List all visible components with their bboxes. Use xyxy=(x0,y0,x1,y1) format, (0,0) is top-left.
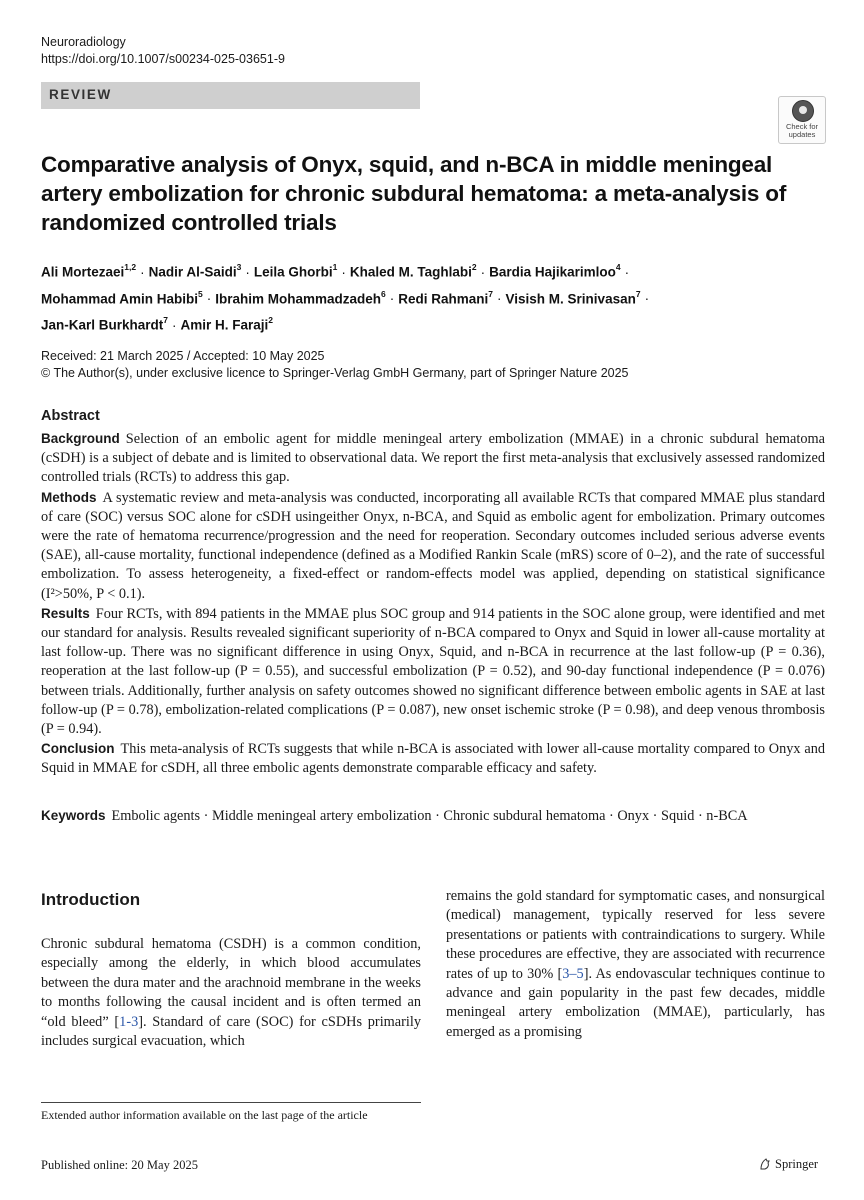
author-name[interactable]: Nadir Al-Saidi xyxy=(148,264,237,280)
citation-link[interactable]: 1-3 xyxy=(119,1013,139,1030)
published-online-date: Published online: 20 May 2025 xyxy=(41,1158,198,1172)
abstract-methods xyxy=(41,488,825,604)
abstract-text-background: Selection of an embolic agent for middle meningeal artery embolization (MMAE) in a chronic subdural hematoma (cSDH) is a subject of debate and is limited to observational data. We report the first meta-analysis that exclusively assessed randomized controlled trials (RCTs) to address this gap. xyxy=(41,431,825,486)
author-affiliation: 7 xyxy=(163,315,169,325)
author-affiliation: 5 xyxy=(198,288,203,299)
introduction-column-1 xyxy=(41,935,421,1051)
article-type-band xyxy=(41,82,420,109)
author-separator: · xyxy=(624,264,630,280)
introduction-heading: Introduction xyxy=(41,890,141,909)
updates-badge-line2: updates xyxy=(788,130,816,139)
springer-horse-icon xyxy=(758,1157,772,1171)
article-type-label: REVIEW xyxy=(49,87,112,102)
author-name[interactable]: Ali Mortezaei xyxy=(41,264,125,280)
abstract-label-methods: Methods xyxy=(41,489,97,505)
updates-badge-line1: Check for xyxy=(785,122,819,131)
keywords-label: Keywords xyxy=(41,808,106,823)
author-affiliation: 3 xyxy=(236,262,242,272)
author-affiliation: 6 xyxy=(381,288,386,299)
author-name[interactable]: Khaled M. Taghlabi xyxy=(349,264,472,280)
author-separator: · xyxy=(389,291,395,306)
author-name[interactable]: Amir H. Faraji xyxy=(180,317,269,333)
author-affiliation: 1 xyxy=(332,262,338,272)
citation-link[interactable]: 3–5 xyxy=(562,965,584,982)
abstract-text-methods: A systematic review and meta-analysis was conducted, incorporating all available RCTs that compared MMAE plus standard of care (SOC) versus SOC alone for cSDH usingeither Onyx, n-BCA, and Squid as embolic agent for embolization. Primary outcomes were the rate of hematoma recurrence/progression and the need for reoperation. Secondary outcomes included serious adverse events (SAE), all-cause mortality, functional independence (defined as a Modified Rankin Scale (mRS) score of 0–2), and the rate of successful embolization. To assess heterogeneity, a fixed-effect or random-effects model was applied, depending on statistical significance (I²>50%, P < 0.1). xyxy=(41,489,825,602)
doi-link[interactable]: https://doi.org/10.1007/s00234-025-03651-9 xyxy=(41,52,285,66)
introduction-column-2 xyxy=(446,887,825,1042)
author-affiliation: 2 xyxy=(471,262,477,272)
keywords-text: Embolic agents · Middle meningeal artery embolization · Chronic subdural hematoma · Onyx · Squid · n-BCA xyxy=(111,808,748,824)
author-affiliation: 7 xyxy=(488,288,494,299)
abstract-text-results: Four RCTs, with 894 patients in the MMAE plus SOC group and 914 patients in the SOC alone group, were identified and met our standard for analysis. Results revealed significant superiority of n-BCA compared to Onyx and Squid in lower all-cause mortality at last follow-up. There was no significant difference in using Onyx, Squid, and n-BCA in recurrence at the last follow-up (P = 0.36), reoperation at the last follow-up (P = 0.55), and successful embolization (P = 0.52), and 90-day functional independence (P = 0.076) between trials. Additionally, further analysis on safety outcomes showed no significant difference between embolic agents in SAE at last follow-up (P = 0.78), embolization-related complications (P = 0.087), new onset ischemic stroke (P = 0.98), and deep venous thrombosis (P = 0.94). xyxy=(41,605,825,738)
abstract-results xyxy=(41,604,825,739)
author-affiliation: 7 xyxy=(635,288,641,299)
author-separator: · xyxy=(172,317,177,333)
abstract-label-conclusion: Conclusion xyxy=(41,741,115,757)
journal-name: Neuroradiology xyxy=(41,35,126,49)
publisher-logo xyxy=(758,1157,818,1172)
received-accepted-dates: Received: 21 March 2025 / Accepted: 10 May 2025 xyxy=(41,349,325,363)
author-name[interactable]: Bardia Hajikarimloo xyxy=(489,264,616,280)
author-separator: · xyxy=(480,264,486,280)
footnote-divider xyxy=(41,1102,421,1103)
abstract-label-results: Results xyxy=(41,605,90,621)
copyright-notice: © The Author(s), under exclusive licence to Springer-Verlag GmbH Germany, part of Springer Nature 2025 xyxy=(41,366,629,380)
author-separator: · xyxy=(140,264,145,280)
check-for-updates-badge[interactable] xyxy=(778,96,826,144)
author-name[interactable]: Ibrahim Mohammadzadeh xyxy=(215,291,382,306)
author-separator: · xyxy=(644,291,650,306)
author-affiliation: 4 xyxy=(615,262,621,272)
author-name[interactable]: Leila Ghorbi xyxy=(253,264,333,280)
body-text: Chronic subdural hematoma (CSDH) is a common condition, especially among the elderly, in which blood accumulates between the dura mater and the arachnoid membrane in the weeks to months following the causal incident and is often termed an “old bleed” [ xyxy=(41,936,421,1030)
author-separator: · xyxy=(245,264,250,280)
abstract-body xyxy=(41,429,825,779)
publisher-name: Springer xyxy=(775,1157,819,1171)
author-name[interactable]: Visish M. Srinivasan xyxy=(505,291,636,306)
abstract-conclusion xyxy=(41,739,825,778)
author-list xyxy=(41,257,801,337)
keywords xyxy=(41,806,825,826)
author-name[interactable]: Jan-Karl Burkhardt xyxy=(41,317,164,333)
author-affiliation: 1,2 xyxy=(124,262,137,272)
author-name[interactable]: Redi Rahmani xyxy=(398,291,489,306)
abstract-background xyxy=(41,429,825,488)
body-text: remains the gold standard for symptomatic cases, and nonsurgical (medical) management, typically reserved for less severe presentations or patients with contraindications to surgery. While these procedures are effective, they are associated with recurrence rates of up to 30% [ xyxy=(446,888,825,982)
author-name[interactable]: Mohammad Amin Habibi xyxy=(41,291,199,306)
abstract-heading: Abstract xyxy=(41,408,100,424)
body-text: ]. As endovascular techniques continue to advance and gain popularity in the past few decades, middle meningeal artery embolization (MMAE), particularly, has emerged as a promising xyxy=(446,965,826,1040)
author-separator: · xyxy=(341,264,346,280)
abstract-text-conclusion: This meta-analysis of RCTs suggests that while n-BCA is associated with lower all-cause mortality compared to Onyx and Squid in MMAE for cSDH, all three embolic agents demonstrate comparable efficacy and safety. xyxy=(41,741,825,777)
author-separator: · xyxy=(206,291,212,306)
bookmark-icon xyxy=(792,100,814,122)
body-text: ]. Standard of care (SOC) for cSDHs primarily includes surgical evacuation, which xyxy=(41,1013,421,1050)
footnote: Extended author information available on the last page of the article xyxy=(41,1108,368,1122)
author-separator: · xyxy=(497,291,502,306)
abstract-label-background: Background xyxy=(41,431,120,446)
article-title: Comparative analysis of Onyx, squid, and n-BCA in middle meningeal artery embolization for chronic subdural hematoma: a meta-analysis of randomized controlled trials xyxy=(41,152,787,235)
author-affiliation: 2 xyxy=(268,315,274,325)
